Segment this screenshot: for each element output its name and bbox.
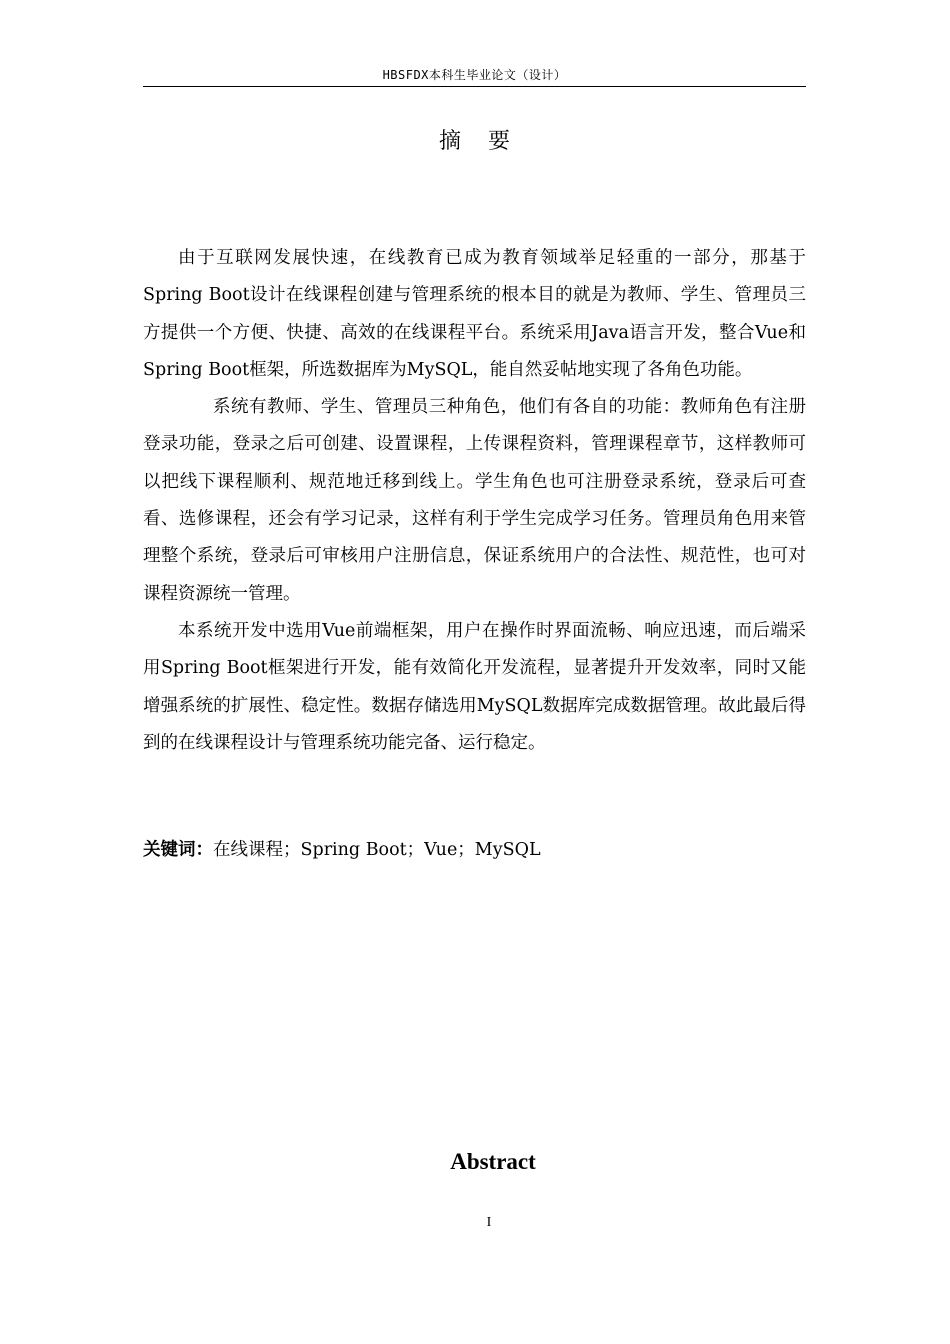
keywords-list: 在线课程；Spring Boot；Vue；MySQL [213, 840, 541, 860]
abstract-paragraph-3: 本系统开发中选用Vue前端框架，用户在操作时界面流畅、响应迅速，而后端采用Spring Boot框架进行开发，能有效简化开发流程，显著提升开发效率，同时又能增强系统的扩展性、稳定性。数据存储选用MySQL数据库完成数据管理。故此最后得到的在线课程设计与管理系统功能完备、运行稳定。 [143, 620, 806, 753]
keywords-label: 关键词： [143, 840, 213, 860]
abstract-title-zh: 摘 要 [439, 129, 520, 154]
abstract-paragraph-1: 由于互联网发展快速，在线教育已成为教育领域举足轻重的一部分，那基于Spring Boot设计在线课程创建与管理系统的根本目的就是为教师、学生、管理员三方提供一个方便、快捷、高效的在线课程平台。系统采用Java语言开发，整合Vue和Spring Boot框架，所选数据库为MySQL，能自然妥帖地实现了各角色功能。 [143, 248, 806, 380]
abstract-title-en: Abstract [450, 1149, 536, 1174]
running-header: HBSFDX本科生毕业论文（设计） [143, 66, 806, 87]
abstract-paragraph-2: 系统有教师、学生、管理员三种角色，他们有各自的功能：教师角色有注册登录功能，登录之后可创建、设置课程，上传课程资料，管理课程章节，这样教师可以把线下课程顺利、规范地迁移到线上。学生角色也可注册登录系统，登录后可查看、选修课程，还会有学习记录，这样有利于学生完成学习任务。管理员角色用来管理整个系统，登录后可审核用户注册信息，保证系统用户的合法性、规范性，也可对课程资源统一管理。 [143, 397, 806, 604]
keywords-line [143, 832, 806, 869]
abstract-body [143, 240, 806, 762]
page-number: I [486, 1215, 492, 1230]
